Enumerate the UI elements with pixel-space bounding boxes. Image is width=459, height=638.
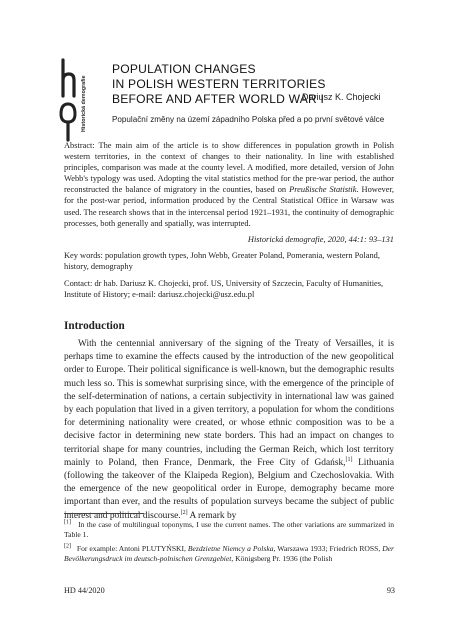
journal-issue: HD 44/2020 [64,586,105,595]
article-title [112,62,326,107]
body-paragraph-text: Lithuania (following the takeover of the Klaipeda Region), Belgium and Czechoslovakia. With the emergence of the new geopolitical order in Europe, demography became more important than ever, and the results of population surveys became the subject of public interest and political discourse. [64,457,394,521]
journal-logo-vertical-text: Historická demografie [81,75,87,132]
footnote-text: , Warszawa 1933; Friedrich ROSS, [273,544,383,553]
footnote-marker: [2] [64,543,71,550]
czech-subtitle: Populační změny na území západního Polska před a po první světové válce [112,115,385,124]
footnote-divider [64,513,144,514]
footnote-1 [64,520,394,541]
footnote-text: , Königsberg Pr. 1936 (the Polish [231,554,333,564]
abstract [64,140,394,229]
footnote-book-title: Bezdzietne Niemcy a Polska [187,544,274,553]
body-text [64,338,394,526]
abstract-text: . However, for the post-war period, information produced by the Central Statistical Office in Warsaw was used. The research shows that in the intercensal period 1921–1931, the continuity of demographic processes, both generally and spatially, was interrupted. [64,185,395,228]
footnote-text: For example: Antoni PLUTYŃSKI, [76,544,188,553]
footnote-ref[interactable]: [1] [345,456,353,463]
body-paragraph-text: A remark by [187,510,237,521]
page-number: 93 [386,586,395,595]
abstract-source-title: Preußische Statistik [289,185,357,195]
citation: Historická demografie, 2020, 44:1: 93–131 [247,235,394,244]
body-paragraph-text: With the centennial anniversary of the signing of the Treaty of Versailles, it is perhaps time to examine the effects caused by the introduction of the new geopolitical order to Europe. Their political significance is well-known, but the demographic results much less so. This is somewhat surprising since, with the emergence of the principle of the self-determination of nations, a certain subjectivity in international law was gained by each population that lived in a given territory, a population for whom the conditions for determining nationality were created, or whose ethnic composition was to be a decisive factor in determining new state borders. This had an impact on changes to territorial shape for many countries, including the German Reich, which lost territory mainly to Poland, then France, Denmark, the Free City of Gdańsk, [64,339,394,468]
journal-logo [57,58,93,142]
footnote-text: In the case of multilingual toponyms, I use the current names. The other variations are summarized in Table 1. [64,520,394,540]
title-line: BEFORE AND AFTER WORLD WAR I [112,92,325,106]
author-name: Dariusz K. Chojecki [302,92,381,102]
section-heading: Introduction [64,320,125,332]
title-line: POPULATION CHANGES [112,62,256,76]
title-line: IN POLISH WESTERN TERRITORIES [112,77,326,91]
footnote-ref[interactable]: [2] [180,509,188,516]
abstract-text: Abstract: The main aim of the article is to show differences in population growth in Polish western territories, in the context of changes to their nationality. In line with established principles, comparison was made at the county level. A modified, more detailed, version of John Webb's typology was used. Adopting the vital statistics method for the pre-war period, the author reconstructed the balance of migratory in the counties, based on [64,141,394,195]
contact-info: Contact: dr hab. Dariusz K. Chojecki, prof. US, University of Szczecin, Faculty of Humanities, Institute of History; e-mail: dariusz.chojecki@usz.edu.pl [64,279,384,300]
hd-logo-icon [57,58,79,142]
footnote-book-title: Der Bevölkerungsdruck im deutsch-polnischen Grenzgebiet [64,544,394,564]
keywords: Key words: population growth types, John Webb, Greater Poland, Pomerania, western Poland, history, demography [64,251,380,272]
footnote-2 [64,544,394,565]
footnote-marker: [1] [64,519,71,526]
